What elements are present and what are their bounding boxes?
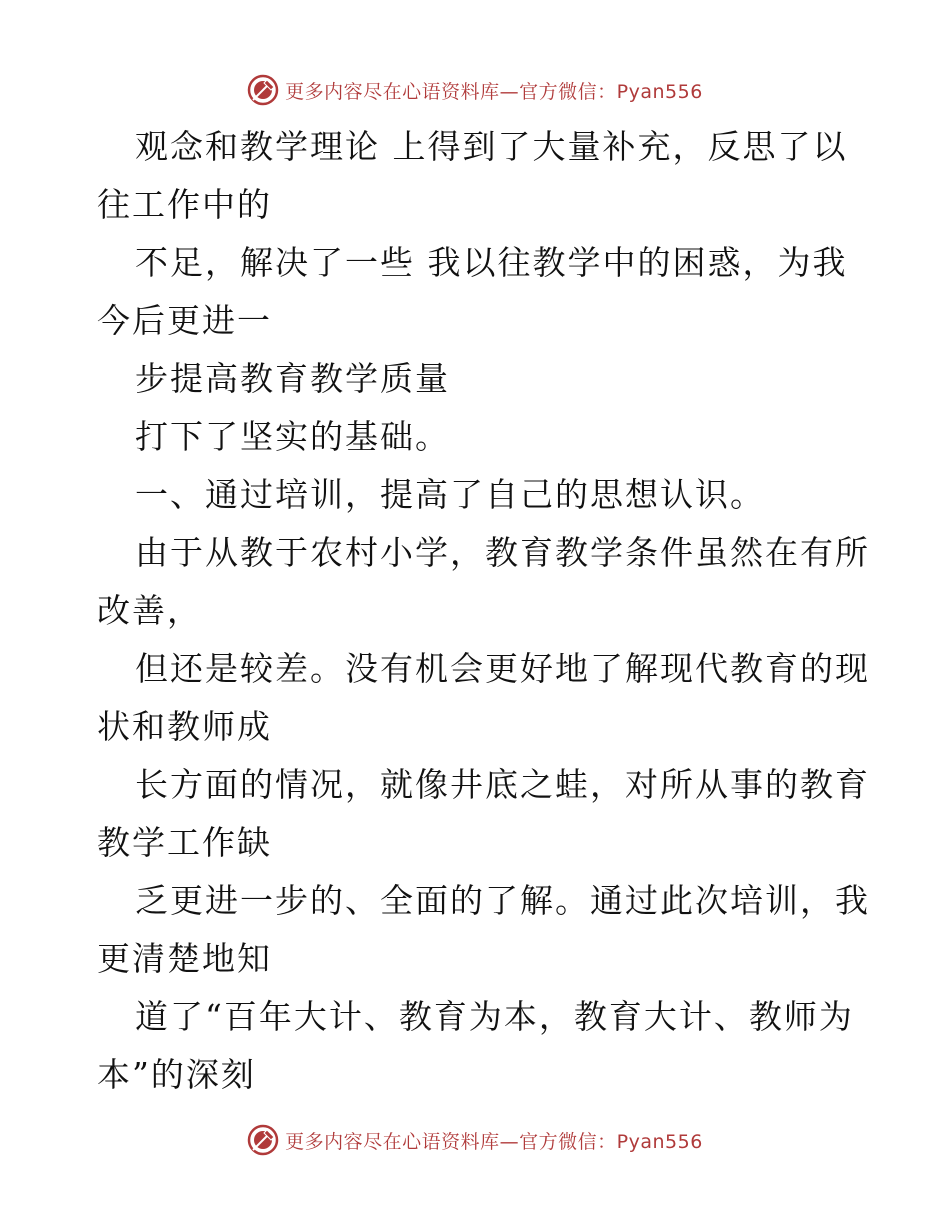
text-line: 乏更进一步的、全面的了解。通过此次培训，我 — [135, 881, 870, 920]
text-line: 观念和教学理论 上得到了大量补充，反思了以 — [135, 127, 848, 166]
text-line: 往工作中的 — [97, 185, 272, 224]
text-line: 道了“百年大计、教育为本，教育大计、教师为 — [135, 997, 854, 1036]
text-line: 由于从教于农村小学，教育教学条件虽然在有所 — [135, 533, 870, 572]
text-line: 不足，解决了一些 我以往教学中的困惑，为我 — [135, 243, 848, 282]
text-line: 教学工作缺 — [97, 823, 272, 862]
text-line: 改善， — [97, 591, 202, 630]
header-banner — [0, 70, 950, 110]
document-body — [97, 118, 870, 1104]
header-banner-text: 更多内容尽在心语资料库—官方微信：Pyan556 — [285, 80, 703, 103]
text-line: 步提高教育教学质量 — [135, 359, 450, 398]
text-line: 打下了坚实的基础。 — [135, 417, 450, 456]
text-line: 状和教师成 — [97, 707, 272, 746]
text-line: 本”的深刻 — [97, 1055, 256, 1094]
text-line: 但还是较差。没有机会更好地了解现代教育的现 — [135, 649, 870, 688]
quill-seal-icon — [247, 74, 279, 106]
text-line: 今后更进一 — [97, 301, 272, 340]
footer-banner — [0, 1120, 950, 1160]
section-heading: 一、通过培训，提高了自己的思想认识。 — [135, 475, 765, 514]
text-line: 更清楚地知 — [97, 939, 272, 978]
footer-banner-text: 更多内容尽在心语资料库—官方微信：Pyan556 — [285, 1130, 703, 1153]
quill-seal-icon — [247, 1124, 279, 1156]
text-line: 长方面的情况，就像井底之蛙，对所从事的教育 — [135, 765, 870, 804]
